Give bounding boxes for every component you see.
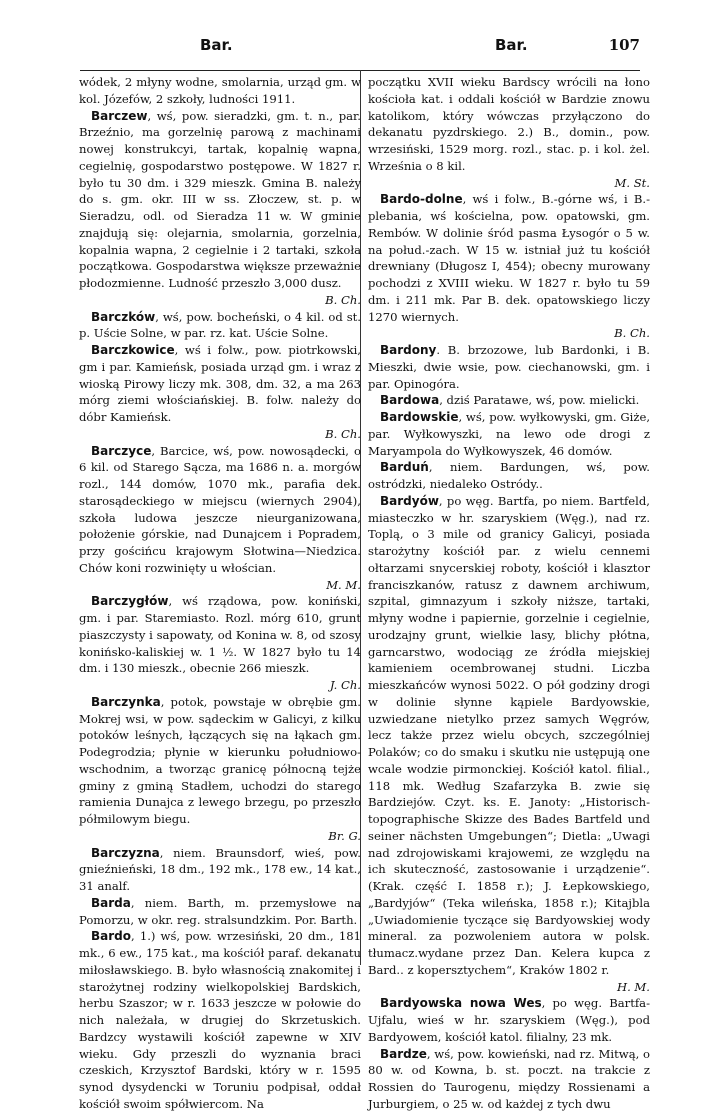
- author-signature: B. Ch.: [325, 426, 361, 441]
- running-header: [80, 36, 640, 58]
- entry-text: , wś, pow. bocheński, o 4 kil. od st. p. Uście Solne, w par. rz. kat. Uście Solne.: [79, 309, 361, 341]
- entry-headword: Bardyowska nowa Wes: [380, 996, 542, 1011]
- dictionary-entry: [368, 191, 650, 342]
- dictionary-entry: [79, 443, 361, 594]
- entry-headword: Bardo: [91, 929, 131, 944]
- entry-text: , wś i folw., B.-górne wś, i B.-plebania, wś kościelna, pow. opatowski, gm. Rembów. W dolinie śród pasma Łysogór o 5 w. na połud.-zach. W 15 w. istniał już tu kościół drewniany (Długosz I, 454); obecny murowany pochodzi z XVIII wieku. W 1827 r. było tu 59 dm. i 211 mk. Par B. dek. opatowskiego liczy 1270 wiernych.: [368, 192, 650, 324]
- page-number: 107: [608, 36, 640, 54]
- dictionary-entry: [79, 593, 361, 694]
- dictionary-entry: [79, 895, 361, 929]
- entry-text: . B. brzozowe, lub Bardonki, i B. Mieszki, dwie wsie, pow. ciechanowski, gm. i par. Opinogóra.: [368, 343, 650, 391]
- author-signature: Br. G.: [328, 828, 361, 843]
- header-right-guideword: Bar.: [495, 36, 528, 54]
- entry-headword: Barczków: [91, 309, 156, 324]
- right-column: [368, 74, 650, 1111]
- entry-text: wódek, 2 młyny wodne, smolarnia, urząd gm. w kol. Józefów, 2 szkoły, ludności 1911.: [79, 75, 361, 106]
- entry-text: , niem. Bardungen, wś, pow. ostródzki, niedaleko Ostródy..: [368, 460, 650, 491]
- dictionary-entry: [368, 409, 650, 459]
- author-signature: J. Ch.: [329, 678, 361, 692]
- entry-text: , po węg. Bartfa, po niem. Bartfeld, miasteczko w hr. szaryskiem (Węg.), nad rz. Toplą, o 3 mile od granicy Galicyi, posiada starożytny kościół par. z wielu cennemi ołtarzami snycerskiej roboty, kościół i klasztor franciszkanów, ratusz z dawnem archiwum, szpital, gimnazyum i szkoły niższe, tartaki, młyny wodne i papiernie, gorzelnie i cegielnie, urodzajny grunt, wielkie lasy, blichy płótna, garncarstwo, wodociąg ze źródła miejskiej kamieniem ocembrowanej studni. Liczba mieszkańców wynosi 5022. O pół godziny drogi w dolinie słynne kąpiele Bardyowskie, uzwiedzane nietylko przez samych Węgrów, lecz także przez wielu obcych, szczególniej Polaków; co do smaku i skutku nie ustępują one wcale wodzie pirmonckiej. Kościół katol. filial., 118 mk. Według Szafarzyka B. zwie się Bardziejów. Czyt. ks. E. Janoty: „Historisch-topographische Skizze des Bades Bartfeld und seiner nächsten Umgebungen“; Dietla: „Uwagi nad zdrojowiskami krajowemi, ze względu na ich skuteczność, zastosowanie i urządzenie“. (Krak. część I. 1858 r.); J. Łepkowskiego, „Bardyjów“ (Teka wileńska, 1858 r.); Kitajbla „Uwiadomienie tyczące się Bardyowskiej wody mineral. za pozwoleniem autora w polsk. tłumacz.wydane przez Dan. Kelera kupca z Bard.. z kopersztychem“, Kraków 1802 r.: [368, 493, 650, 977]
- entry-headword: Barduń: [380, 460, 429, 475]
- dictionary-entry: [79, 342, 361, 443]
- entry-text: , Barcice, wś, pow. nowosądecki, o 6 kil. od Starego Sącza, ma 1686 n. a. morgów rozl., 144 domów, 1070 mk., parafia dek. starosądeckiego w miejscu (wiernych 2904), szkoła ludowa jeszcze nieurganizowana, położenie górskie, nad Dunajcem i Popradem, przy gościńcu krajowym Słotwina—Niedzica. Chów koni rozwinięty u włościan.: [79, 443, 361, 575]
- entry-headword: Barczkowice: [91, 343, 175, 357]
- entry-text: , wś i folw., pow. piotrkowski, gm i par. Kamieńsk, posiada urząd gm. i wraz z wioską Pirowy liczy mk. 308, dm. 32, a ma 263 mórg ziemi włościańskiej. B. folw. należy do dóbr Kamieńsk.: [79, 343, 361, 424]
- author-signature: H. M.: [616, 979, 650, 994]
- entry-text: , wś, pow. sieradzki, gm. t. n., par. Brzeźnio, ma gorzelnię parową z machinami nowej konstrukcyi, tartak, kopalnię wapna, cegielnię, gospodarstwo postępowe. W 1827 r. było tu 30 dm. i 329 mieszk. Gmina B. należy do s. gm. okr. III w ss. Złoczew, st. p. w Sieradzu, odl. od Sieradza 11 w. W gminie znajdują się: olejarnia, smolarnia, gorzelnia, kopalnia wapna, 2 cegielnie i 2 tartaki, szkoła początkowa. Gospodarstwa większe przeważnie płodozmienne. Ludność przeszło 3,000 dusz.: [79, 108, 361, 290]
- entry-text: , niem. Braunsdorf, wieś, pow. gnieźnieński, 18 dm., 192 mk., 178 ew., 14 kat., 31 analf.: [79, 845, 361, 893]
- entry-headword: Barczyzna: [91, 845, 160, 860]
- author-signature: M. M.: [326, 577, 361, 592]
- entry-text: , po węg. Bartfa-Ujfalu, wieś w hr. szaryskiem (Węg.), pod Bardyowem, kościół katol. filialny, 23 mk.: [368, 996, 650, 1044]
- header-left-guideword: Bar.: [200, 36, 233, 54]
- dictionary-entry: [79, 845, 361, 895]
- entry-text: początku XVII wieku Bardscy wrócili na łono kościoła kat. i oddali kościół w Bardzie znowu katolikom, który wówczas przyłączono do dekanatu pyzdrskiego. 2.) B., domin., pow. wrzesiński, 1529 morg. rozl., stac. p. i kol. żel. Września o 8 kil.: [368, 75, 650, 173]
- entry-headword: Bardze: [380, 1046, 427, 1061]
- entry-text: , dziś Paratawe, wś, pow. mielicki.: [439, 393, 640, 408]
- dictionary-entry: [368, 392, 650, 409]
- continued-text: [79, 74, 361, 108]
- author-signature: B. Ch.: [614, 326, 650, 341]
- entry-text: , 1.) wś, pow. wrzesiński, 20 dm., 181 mk., 6 ew., 175 kat., ma kościół paraf. dekanatu miłosławskiego. B. było własnością znakomitej i starożytnej rodziny wielkopolskiej Bardskich, herbu Szaszor; w r. 1633 jeszcze w połowie do nich należała, w drugiej do Skrzetuskich. Bardzcy wystawili kościół zapewne w XIV wieku. Gdy przeszli do wyznania braci czeskich, Krzysztof Bardski, który w r. 1595 synod dysydencki w Toruniu podpisał, oddał kościół swoim spółwiercom. Na: [79, 929, 361, 1111]
- dictionary-entry: [368, 1046, 650, 1113]
- dictionary-entry: [79, 694, 361, 845]
- entry-headword: Bardo-dolne: [380, 192, 463, 207]
- entry-headword: Barczew: [91, 108, 148, 123]
- entry-text: , niem. Barth, m. przemysłowe na Pomorzu, w okr. reg. stralsundzkim. Por. Barth.: [79, 895, 361, 927]
- entry-headword: Bardowa: [380, 393, 440, 408]
- entry-text: , wś, pow. wyłkowyski, gm. Giże, par. Wyłkowyszki, na lewo ode drogi z Maryampola do Wyłkowyszek, 46 domów.: [368, 410, 650, 458]
- dictionary-entry: [368, 493, 650, 996]
- author-signature: B. Ch.: [325, 292, 361, 307]
- entry-headword: Barczynka: [91, 694, 161, 709]
- entry-text: , wś rządowa, pow. koniński, gm. i par. Staremiasto. Rozl. mórg 610, grunt piaszczysty i sapowaty, od Konina w. 8, od szosy konińsko-kaliskiej w. 1 ½. W 1827 było tu 14 dm. i 130 mieszk., obecnie 266 mieszk.: [79, 594, 361, 676]
- entry-headword: Bardowskie: [380, 410, 459, 424]
- entry-headword: Barczygłów: [91, 594, 169, 609]
- dictionary-entry: [368, 342, 650, 392]
- entry-headword: Barczyce: [91, 443, 152, 458]
- entry-text: , wś, pow. kowieński, nad rz. Mitwą, o 80 w. od Kowna, b. st. poczt. na trakcie z Rossien do Taurogenu, między Rossienami a Jurburgiem, o 25 w. od każdej z tych dwu: [368, 1046, 650, 1111]
- entry-headword: Barda: [91, 895, 131, 910]
- left-column: [79, 74, 361, 1111]
- continued-text: [368, 74, 650, 191]
- entry-headword: Bardyów: [380, 493, 439, 508]
- dictionary-entry: [368, 995, 650, 1045]
- dictionary-entry: [79, 108, 361, 309]
- entry-text: , potok, powstaje w obrębie gm. Mokrej wsi, w pow. sądeckim w Galicyi, z kilku potoków leśnych, łączących się na łąkach gm. Podegrodzia; płynie w kierunku południowo-wschodnim, a tworząc granicę północną tejże gminy z gminą Stadłem, uchodzi do starego ramienia Dunajca z lewego brzegu, po przeszło półmilowym biegu.: [79, 694, 361, 826]
- dictionary-entry: [79, 309, 361, 343]
- author-signature: M. St.: [614, 175, 650, 190]
- dictionary-entry: [79, 928, 361, 1112]
- entry-headword: Bardony: [380, 343, 437, 357]
- dictionary-entry: [368, 459, 650, 493]
